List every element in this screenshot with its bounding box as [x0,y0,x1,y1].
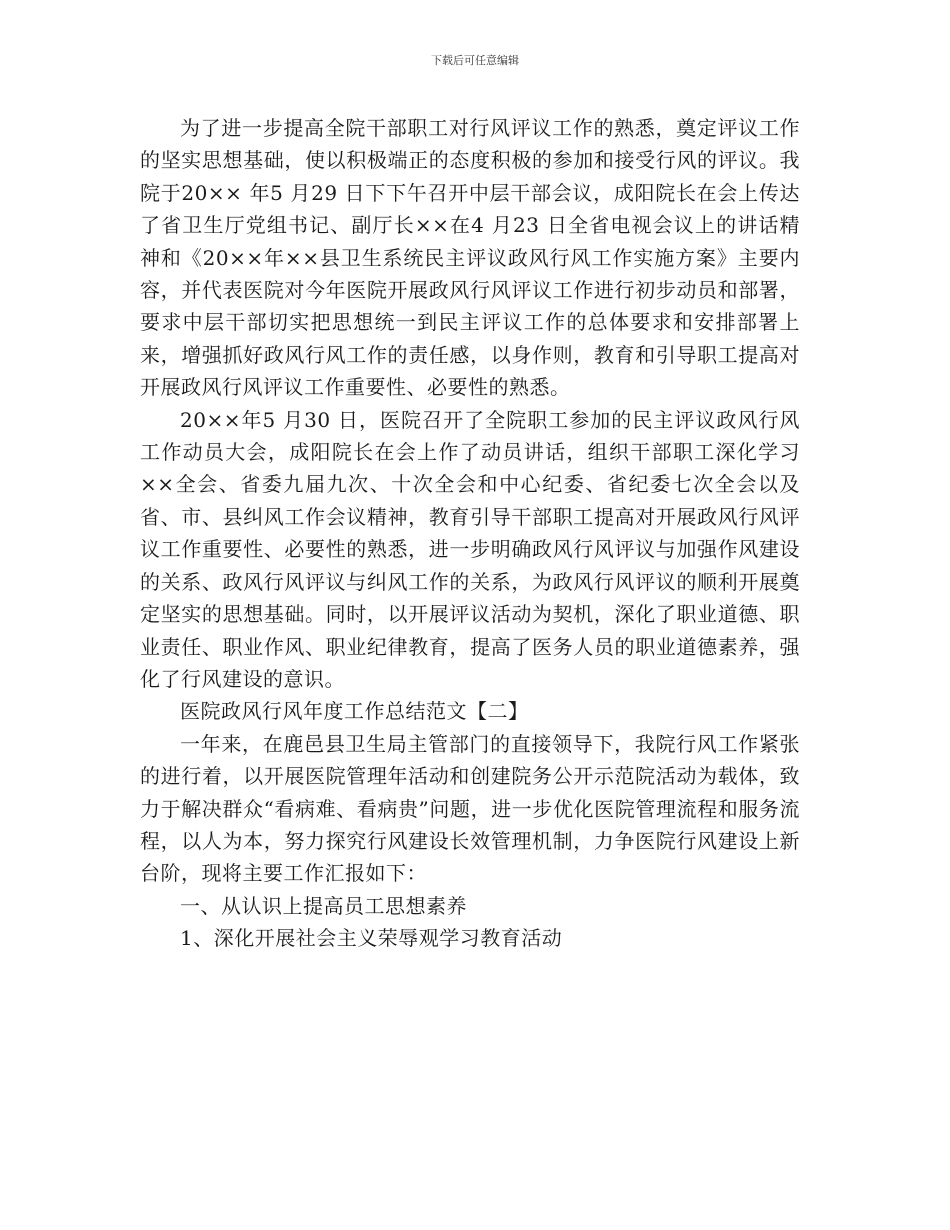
paragraph-intro: 为了进一步提高全院干部职工对行风评议工作的熟悉，奠定评议工作的坚实思想基础，使以积极端正的态度积极的参加和接受行风的评议。我院于20×× 年5 月29 日下下午召开中层干部会议，成阳院长在会上传达了省卫生厅党组书记、副厅长××在4 月23 日全省电视会议上的讲话精神和《20××年××县卫生系统民主评议政风行风工作实施方案》主要内容，并代表医院对今年医院开展政风行风评议工作进行初步动员和部署，要求中层干部切实把思想统一到民主评议工作的总体要求和安排部署上来，增强抓好政风行风工作的责任感，以身作则，教育和引导职工提高对开展政风行风评议工作重要性、必要性的熟悉。 [140,116,800,400]
paragraph-mobilization-meeting: 20××年5 月30 日，医院召开了全院职工参加的民主评议政风行风工作动员大会，成阳院长在会上作了动员讲话，组织干部职工深化学习××全会、省委九届九次、十次全会和中心纪委、省纪委七次全会以及省、市、县纠风工作会议精神，教育引导干部职工提高对开展政风行风评议工作重要性、必要性的熟悉，进一步明确政风行风评议与加强作风建设的关系、政风行风评议与纠风工作的关系，为政风行风评议的顺利开展奠定坚实的思想基础。同时，以开展评议活动为契机，深化了职业道德、职业责任、职业作风、职业纪律教育，提高了医务人员的职业道德素养，强化了行风建设的意识。 [140,407,800,691]
section-title: 医院政风行风年度工作总结范文【二】 [180,699,529,724]
document-body [140,112,800,955]
paragraph-annual-summary: 一年来，在鹿邑县卫生局主管部门的直接领导下，我院行风工作紧张的进行着，以开展医院管理年活动和创建院务公开示范院活动为载体，致力于解决群众“看病难、看病贵”问题，进一步优化医院管理流程和服务流程，以人为本，努力探究行风建设长效管理机制，力争医院行风建设上新台阶，现将主要工作汇报如下： [140,731,800,886]
heading-part-one: 一、从认识上提高员工思想素养 [180,893,467,918]
page-header: 下载后可任意编辑 [431,54,519,67]
heading-item-one: 1、深化开展社会主义荣辱观学习教育活动 [180,926,563,951]
